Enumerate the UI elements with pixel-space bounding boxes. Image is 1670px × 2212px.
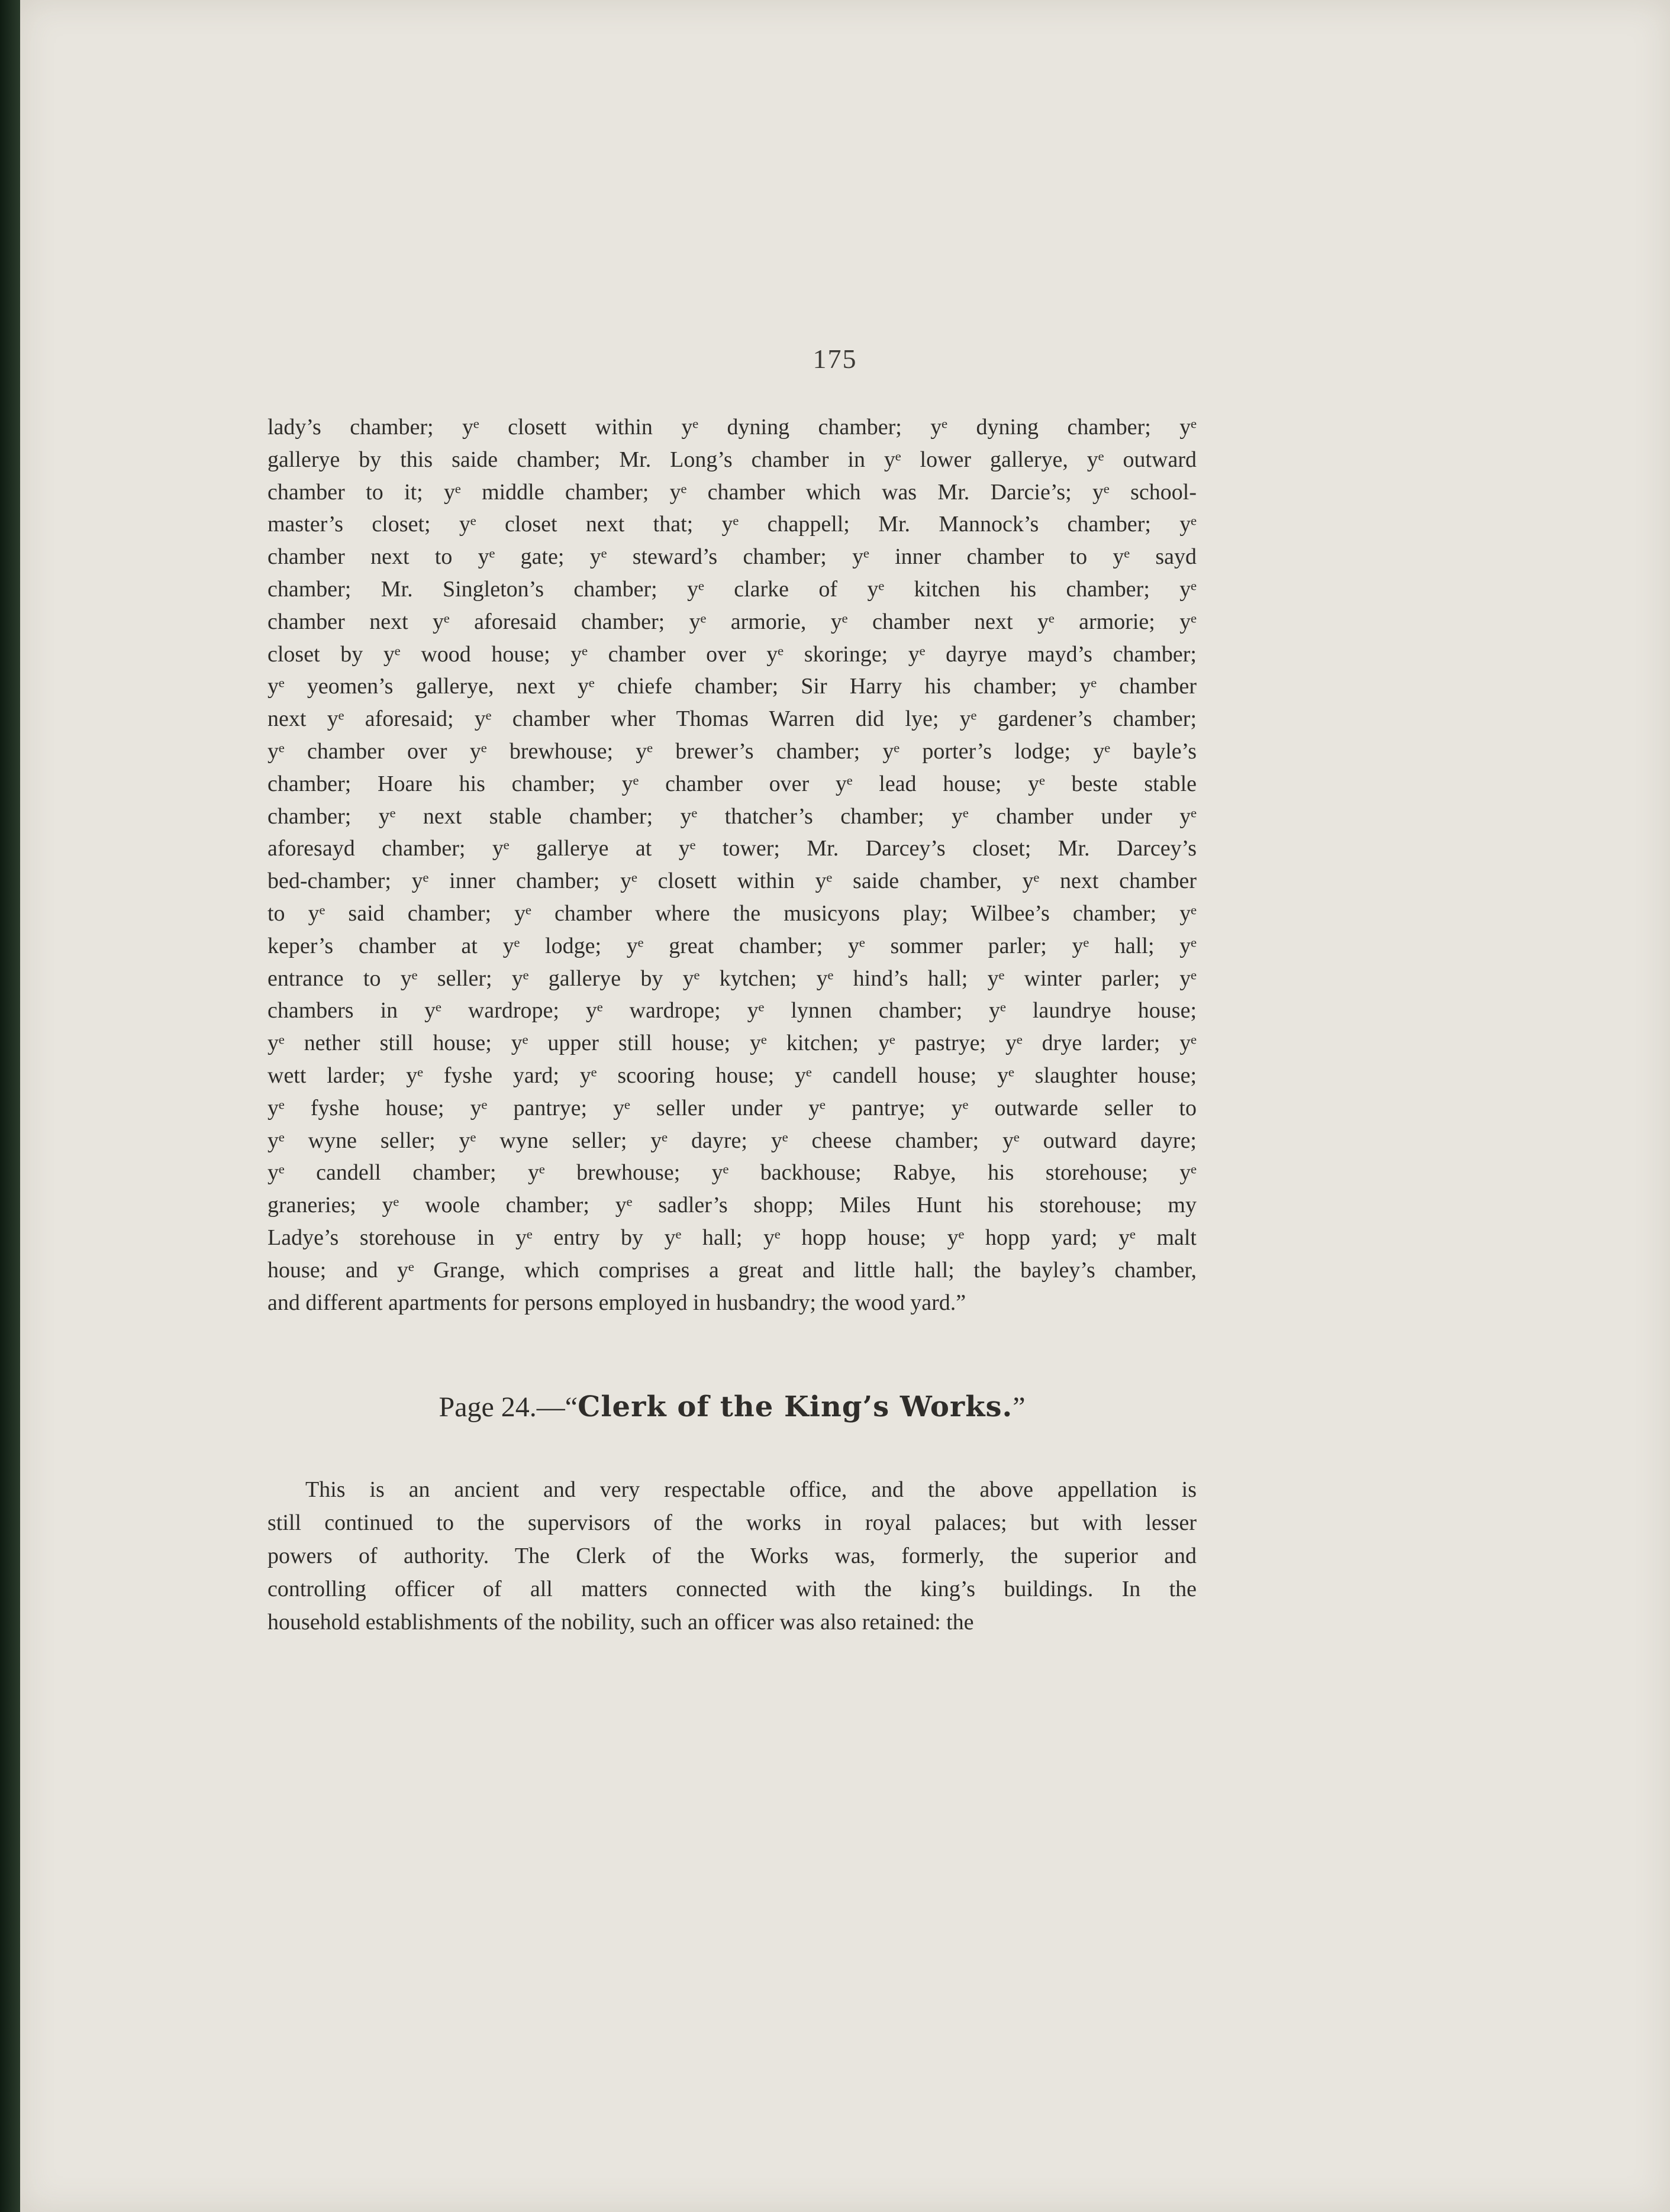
text-line: bed-chamber; yᵉ inner chamber; yᵉ closett within yᵉ saide chamber, yᵉ next chamber — [267, 868, 1197, 894]
book-spine-edge — [0, 0, 20, 2212]
text-line: powers of authority. The Clerk of the Works was, formerly, the superior and — [267, 1543, 1197, 1568]
text-line: controlling officer of all matters connected with the king’s buildings. In the — [267, 1577, 1197, 1601]
text-line: yᵉ yeomen’s gallerye, next yᵉ chiefe chamber; Sir Harry his chamber; yᵉ chamber — [267, 674, 1197, 699]
page-number: 175 — [813, 344, 857, 374]
text-line: closet by yᵉ wood house; yᵉ chamber over yᵉ skoringe; yᵉ dayrye mayd’s chamber; — [267, 641, 1197, 667]
text-line: Ladye’s storehouse in yᵉ entry by yᵉ hall; yᵉ hopp house; yᵉ hopp yard; yᵉ malt — [267, 1225, 1197, 1250]
heading-prefix: Page 24.—“ — [439, 1391, 578, 1423]
continued-text-block — [267, 411, 1197, 1319]
text-line: gallerye by this saide chamber; Mr. Long’s chamber in yᵉ lower gallerye, yᵉ outward — [267, 447, 1197, 472]
text-line: still continued to the supervisors of the works in royal palaces; but with lesser — [267, 1510, 1197, 1535]
text-line: entrance to yᵉ seller; yᵉ gallerye by yᵉ kytchen; yᵉ hind’s hall; yᵉ winter parler; yᵉ — [267, 965, 1197, 991]
text-line: next yᵉ aforesaid; yᵉ chamber wher Thomas Warren did lye; yᵉ gardener’s chamber; — [267, 706, 1197, 732]
text-line: chamber to it; yᵉ middle chamber; yᵉ chamber which was Mr. Darcie’s; yᵉ school- — [267, 479, 1197, 505]
section-paragraph — [267, 1473, 1197, 1639]
text-line: household establishments of the nobility, such an officer was also retained: the — [267, 1610, 974, 1635]
text-line: chambers in yᵉ wardrope; yᵉ wardrope; yᵉ lynnen chamber; yᵉ laundrye house; — [267, 998, 1197, 1023]
text-line: yᵉ wyne seller; yᵉ wyne seller; yᵉ dayre; yᵉ cheese chamber; yᵉ outward dayre; — [267, 1128, 1197, 1153]
text-line: keper’s chamber at yᵉ lodge; yᵉ great chamber; yᵉ sommer parler; yᵉ hall; yᵉ — [267, 933, 1197, 958]
heading-title: Clerk of the King’s Works. — [578, 1390, 1013, 1423]
heading-suffix: ” — [1013, 1391, 1026, 1423]
text-line: This is an ancient and very respectable office, and the above appellation is — [305, 1477, 1197, 1502]
section-heading — [267, 1390, 1197, 1423]
text-line: master’s closet; yᵉ closet next that; yᵉ chappell; Mr. Mannock’s chamber; yᵉ — [267, 512, 1197, 537]
text-line: yᵉ nether still house; yᵉ upper still house; yᵉ kitchen; yᵉ pastrye; yᵉ drye larder; yᵉ — [267, 1031, 1197, 1056]
text-line: house; and yᵉ Grange, which comprises a great and little hall; the bayley’s chamber, — [267, 1257, 1197, 1283]
text-line: wett larder; yᵉ fyshe yard; yᵉ scooring house; yᵉ candell house; yᵉ slaughter house; — [267, 1063, 1197, 1088]
text-line: lady’s chamber; yᵉ closett within yᵉ dyning chamber; yᵉ dyning chamber; yᵉ — [267, 415, 1197, 440]
text-line: to yᵉ said chamber; yᵉ chamber where the musicyons play; Wilbee’s chamber; yᵉ — [267, 900, 1197, 926]
text-line: chamber; Hoare his chamber; yᵉ chamber over yᵉ lead house; yᵉ beste stable — [267, 771, 1197, 796]
text-line: chamber; Mr. Singleton’s chamber; yᵉ clarke of yᵉ kitchen his chamber; yᵉ — [267, 576, 1197, 602]
text-line: chamber next yᵉ aforesaid chamber; yᵉ armorie, yᵉ chamber next yᵉ armorie; yᵉ — [267, 609, 1197, 634]
text-line: aforesayd chamber; yᵉ gallerye at yᵉ tower; Mr. Darcey’s closet; Mr. Darcey’s — [267, 836, 1197, 861]
text-line: yᵉ candell chamber; yᵉ brewhouse; yᵉ backhouse; Rabye, his storehouse; yᵉ — [267, 1160, 1197, 1186]
text-line: yᵉ fyshe house; yᵉ pantrye; yᵉ seller under yᵉ pantrye; yᵉ outwarde seller to — [267, 1095, 1197, 1120]
text-line: yᵉ chamber over yᵉ brewhouse; yᵉ brewer’s chamber; yᵉ porter’s lodge; yᵉ bayle’s — [267, 738, 1197, 764]
text-line: chamber; yᵉ next stable chamber; yᵉ thatcher’s chamber; yᵉ chamber under yᵉ — [267, 803, 1197, 829]
text-line: chamber next to yᵉ gate; yᵉ steward’s chamber; yᵉ inner chamber to yᵉ sayd — [267, 544, 1197, 570]
text-line: graneries; yᵉ woole chamber; yᵉ sadler’s shopp; Miles Hunt his storehouse; my — [267, 1193, 1197, 1218]
text-line: and different apartments for persons employed in husbandry; the wood yard.” — [267, 1290, 966, 1315]
